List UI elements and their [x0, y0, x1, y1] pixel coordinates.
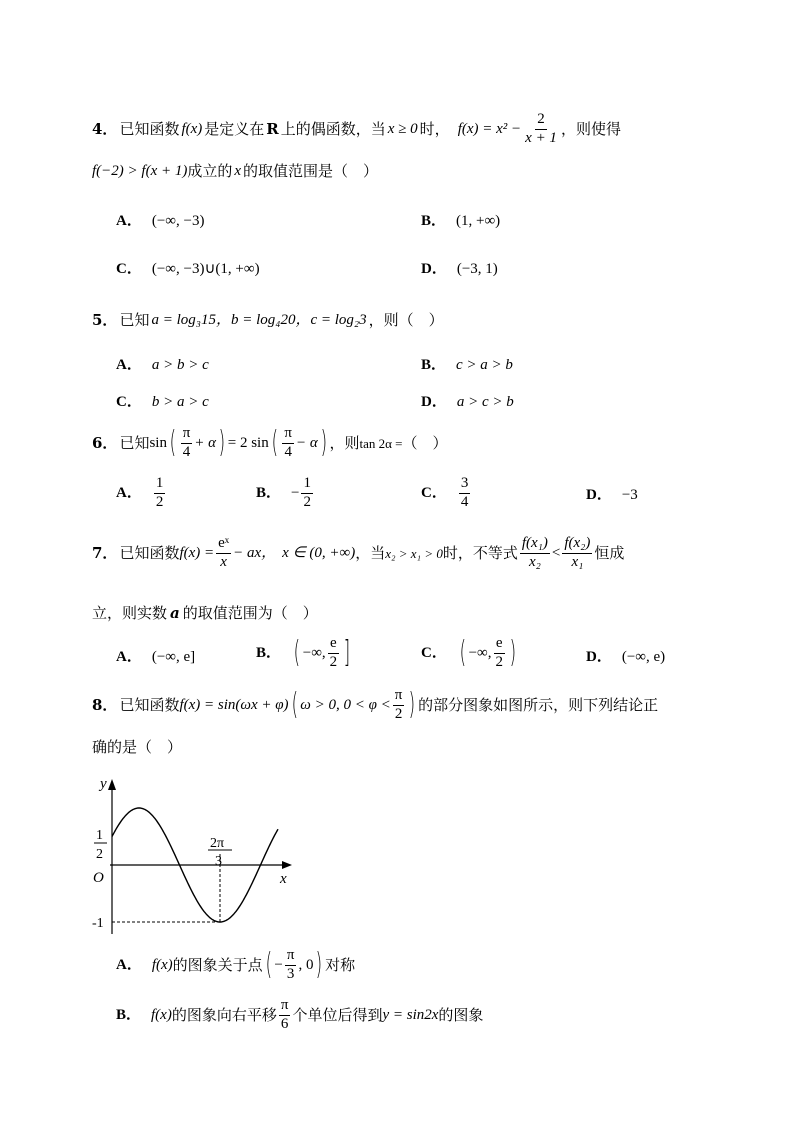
option-label: A．	[116, 649, 142, 665]
frac-den: 2	[303, 493, 311, 510]
q7-text-4: 恒成	[594, 543, 625, 562]
q7-number: 7．	[92, 543, 118, 562]
q7-option-d[interactable]	[586, 650, 665, 665]
q7-text-1: 已知函数	[119, 543, 180, 562]
option-text-1: 的图象向右平移	[171, 1005, 277, 1024]
q4-text-5: ，则使得	[560, 119, 621, 138]
q7-frac-ex	[216, 536, 231, 571]
q5-text-1: 已知	[119, 311, 150, 329]
q4-frac-den: x + 1	[525, 129, 557, 146]
q5-number: 5．	[92, 311, 118, 329]
q5-option-a[interactable]	[116, 358, 209, 373]
option-rest: , 0	[298, 956, 314, 973]
q6-text-2: ，则	[329, 433, 360, 452]
option-fraction	[459, 476, 471, 511]
option-label: A．	[116, 213, 142, 229]
q7-domain: x ∈ (0, +∞)	[282, 544, 356, 561]
q6-option-c[interactable]	[421, 476, 472, 511]
q7-text-6: 的取值范围为（ ）	[182, 604, 318, 622]
q5-line1	[92, 313, 444, 328]
q7-text-3: 时，不等式	[442, 543, 518, 562]
q7-text-5: 立，则实数	[92, 604, 168, 622]
option-text: (−∞, e]	[151, 649, 196, 665]
option-label: B．	[421, 213, 447, 229]
q4-text-3: 上的偶函数，当	[280, 119, 386, 138]
paren-open: (	[459, 635, 466, 671]
q7-option-a[interactable]	[116, 650, 195, 665]
option-label: B．	[256, 644, 282, 661]
q6-tan: tan 2α =	[359, 435, 403, 451]
y-min-label: -1	[92, 916, 104, 931]
option-text: (−3, 1)	[456, 261, 498, 277]
q5-option-d[interactable]	[421, 395, 514, 410]
q7-lt: <	[551, 544, 561, 561]
q4-text-7: 的取值范围是（ ）	[243, 162, 379, 180]
q4-option-c[interactable]	[116, 262, 260, 277]
frac-den: 4	[284, 443, 292, 460]
option-sign: −	[291, 484, 300, 501]
q4-text-1: 已知函数	[119, 119, 180, 138]
option-label: D．	[421, 394, 447, 410]
option-label: D．	[421, 261, 447, 277]
q8-text-2: 的部分图象如图所示，则下列结论正	[418, 695, 659, 714]
q8-frac	[393, 688, 405, 723]
q6-eq2sin: = 2 sin	[227, 434, 269, 451]
q4-R: R	[266, 119, 279, 138]
q7-frac-2	[562, 536, 592, 571]
frac-num: 1	[301, 476, 313, 494]
paren-close: )	[218, 425, 226, 461]
q4-line2	[92, 164, 378, 179]
paren-close: )	[509, 635, 517, 671]
frac-num: π	[279, 998, 291, 1016]
q7-fx: f(x) =	[179, 544, 215, 561]
q4-text-6: 成立的	[187, 162, 233, 180]
q7-line2	[92, 606, 318, 621]
q4-fraction	[523, 112, 559, 147]
option-label: D．	[586, 649, 612, 665]
q4-text-4: 时，	[419, 119, 450, 138]
option-label: B．	[421, 357, 447, 373]
frac-den: 2	[329, 653, 338, 670]
option-text: b > a > c	[151, 394, 209, 410]
option-sign: −	[274, 956, 283, 973]
frac-num: π	[393, 688, 405, 706]
q5-text-2: ，则（ ）	[368, 311, 444, 329]
y-tick-half-den: 2	[96, 847, 103, 862]
y-axis-arrow	[108, 779, 116, 790]
option-text: −3	[621, 487, 638, 503]
q4-number: 4．	[92, 119, 118, 138]
frac-num: e	[494, 636, 505, 654]
q6-line1	[92, 426, 448, 461]
option-text-2: 对称	[325, 955, 356, 974]
q7-text-2: ，当	[355, 543, 386, 562]
q4-x: x	[234, 163, 242, 179]
q6-option-a[interactable]	[116, 476, 167, 511]
sine-graph	[90, 776, 300, 936]
q6-frac-1	[181, 426, 193, 461]
q5-expr: a = log₃15，b = log₄20，c = log₂3	[151, 312, 367, 328]
q6-option-b[interactable]	[256, 476, 315, 511]
q8-text-1: 已知函数	[119, 695, 180, 714]
option-fraction	[285, 948, 297, 983]
option-label: A．	[116, 484, 142, 501]
option-label: B．	[256, 484, 282, 501]
option-text: c > a > b	[456, 357, 513, 373]
option-label: D．	[586, 487, 612, 503]
frac-num: f(x₂)	[562, 536, 592, 554]
x-axis-arrow	[282, 861, 292, 869]
q4-frac-num: 2	[535, 112, 547, 130]
option-text: (−∞, e)	[621, 649, 666, 665]
q6-minus-alpha: − α	[296, 434, 318, 451]
bracket-close: ]	[343, 635, 351, 671]
paren-open: (	[293, 635, 301, 671]
q8-cond: ω > 0, 0 < φ <	[300, 696, 391, 713]
option-text: (−∞, −3)∪(1, +∞)	[151, 261, 260, 277]
option-label: C．	[421, 644, 447, 661]
frac-den: 2	[155, 493, 164, 510]
origin-label: O	[93, 870, 104, 886]
q7-frac-1	[520, 536, 550, 571]
y-axis-label: y	[100, 776, 107, 792]
q5-option-b[interactable]	[421, 358, 513, 373]
q4-fx: f(x)	[181, 120, 203, 137]
q7-option-b[interactable]	[256, 636, 353, 671]
frac-num: eˣ	[216, 536, 231, 554]
paren-open: (	[271, 425, 278, 461]
option-text-2: 个单位后得到	[292, 1005, 383, 1024]
option-pre: −∞,	[302, 644, 326, 661]
frac-den: 6	[280, 1015, 289, 1032]
q4-def: f(x) = x² −	[457, 120, 522, 137]
q7-minus-ax: − ax，	[233, 544, 277, 561]
option-fraction	[301, 476, 313, 511]
option-text: (1, +∞)	[456, 213, 501, 229]
q4-text-2: 是定义在	[204, 119, 265, 138]
option-fraction	[279, 998, 291, 1033]
q8-line1	[92, 688, 658, 723]
option-label: B．	[116, 1006, 142, 1023]
q6-option-d[interactable]	[586, 488, 638, 503]
q5-option-c[interactable]	[116, 395, 209, 410]
q8-number: 8．	[92, 695, 118, 714]
option-fx: f(x)	[151, 956, 173, 973]
paren-close: )	[409, 687, 416, 723]
option-label: C．	[116, 394, 142, 410]
q8-option-a[interactable]	[116, 948, 355, 983]
option-fx: f(x)	[151, 1006, 172, 1023]
q8-line2	[92, 740, 182, 755]
q4-ineq: f(−2) > f(x + 1)	[92, 163, 188, 179]
frac-num: 1	[154, 476, 166, 494]
option-text: (−∞, −3)	[151, 213, 205, 229]
option-text-1: 的图象关于点	[172, 955, 263, 974]
y-tick-half-num: 1	[96, 828, 103, 843]
q4-option-a[interactable]	[116, 214, 204, 229]
option-label: A．	[116, 956, 142, 973]
q6-frac-2	[282, 426, 294, 461]
x-tick-den: 3	[215, 854, 222, 869]
option-expr: y = sin2x	[382, 1006, 439, 1023]
q4-cond: x ≥ 0	[387, 120, 418, 137]
option-label: C．	[421, 484, 447, 501]
frac-num: π	[282, 426, 294, 444]
q7-a: a	[170, 604, 180, 622]
q4-option-d[interactable]	[421, 262, 498, 277]
frac-den: 3	[286, 965, 295, 982]
frac-den: x	[220, 553, 227, 570]
q6-text-1: 已知	[119, 433, 150, 452]
frac-num: 3	[459, 476, 471, 494]
q8-fx: f(x) = sin(ωx + φ)	[179, 696, 289, 713]
x-axis-label: x	[280, 871, 287, 887]
x-tick-num: 2π	[210, 836, 225, 851]
frac-num: f(x₁)	[520, 536, 550, 554]
option-text: a > b > c	[151, 357, 209, 373]
frac-num: π	[181, 426, 193, 444]
option-text-3: 的图象	[438, 1005, 484, 1024]
q6-sin: sin	[149, 434, 167, 451]
q6-text-3: （ ）	[402, 433, 448, 452]
paren-close: )	[320, 425, 327, 461]
paren-close: )	[316, 947, 323, 983]
q7-cond: x₂ > x₁ > 0	[385, 545, 443, 561]
q6-plus-alpha: + α	[194, 434, 217, 451]
option-label: C．	[116, 261, 142, 277]
q6-number: 6．	[92, 433, 118, 452]
paren-open: (	[265, 947, 272, 983]
paren-open: (	[291, 687, 298, 723]
q7-option-c[interactable]	[421, 636, 519, 671]
frac-num: e	[328, 636, 339, 654]
frac-den: x₁	[571, 553, 584, 570]
option-fraction	[493, 636, 505, 671]
q7-line1	[92, 536, 624, 571]
frac-den: 4	[182, 443, 191, 460]
frac-den: 2	[495, 653, 503, 670]
option-fraction	[328, 636, 340, 671]
frac-den: x₂	[528, 553, 541, 570]
q8-option-b[interactable]	[116, 998, 483, 1033]
q4-option-b[interactable]	[421, 214, 500, 229]
option-fraction	[154, 476, 166, 511]
q4-line1	[92, 112, 621, 147]
q8-text-3: 确的是（ ）	[92, 738, 183, 756]
frac-num: π	[285, 948, 297, 966]
paren-open: (	[169, 425, 177, 461]
option-text: a > c > b	[456, 394, 514, 410]
frac-den: 4	[460, 493, 469, 510]
frac-den: 2	[394, 705, 403, 722]
option-pre: −∞,	[468, 644, 492, 661]
option-label: A．	[116, 357, 142, 373]
